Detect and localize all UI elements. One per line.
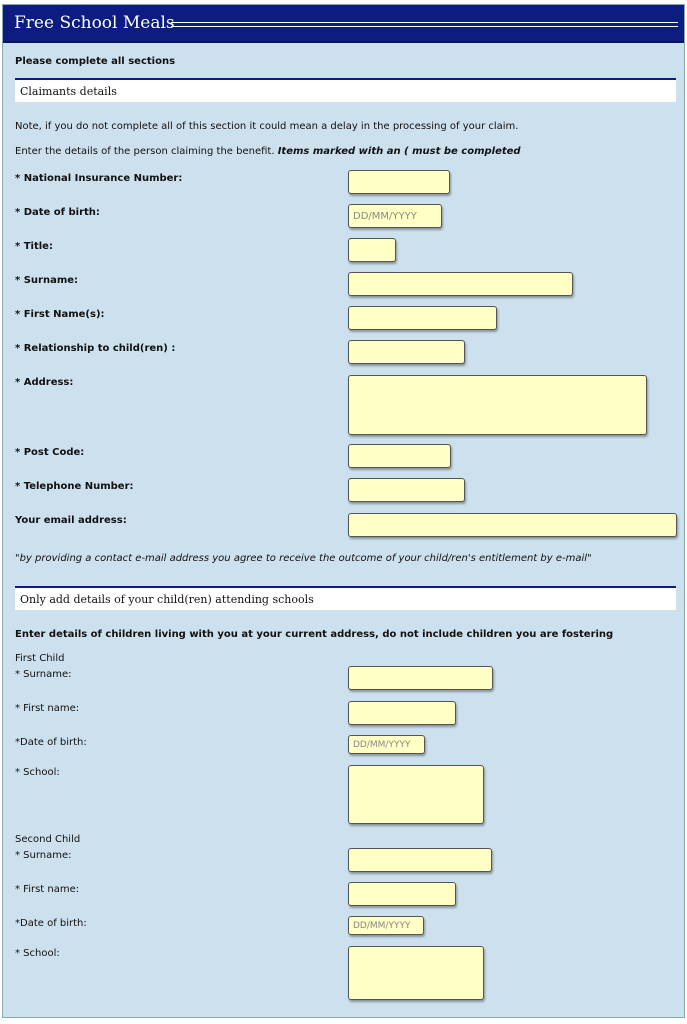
- first-child-school-input[interactable]: [348, 765, 484, 824]
- telephone-input[interactable]: [348, 478, 465, 502]
- children-section-header: Only add details of your child(ren) attending schools: [15, 586, 676, 610]
- firstname-input[interactable]: [348, 306, 497, 330]
- form-frame: [2, 4, 685, 1018]
- page-title: Free School Meals: [14, 13, 175, 33]
- first-child-surname-input[interactable]: [348, 666, 493, 690]
- dob-input[interactable]: DD/MM/YYYY: [348, 204, 442, 228]
- second-child-dob-input[interactable]: DD/MM/YYYY: [348, 916, 424, 935]
- instruction-emphasis: Items marked with an ( must be completed: [277, 146, 521, 157]
- first-child-school-label: * School:: [15, 767, 60, 778]
- claimant-instruction: [15, 146, 521, 157]
- title-input[interactable]: [348, 238, 396, 262]
- first-child-firstname-label: * First name:: [15, 703, 80, 714]
- email-note: "by providing a contact e-mail address you agree to receive the outcome of your child/ren's entitlement by e-mail": [15, 553, 592, 564]
- relationship-input[interactable]: [348, 340, 465, 364]
- second-child-surname-input[interactable]: [348, 848, 492, 872]
- second-child-school-input[interactable]: [348, 946, 484, 1000]
- first-child-heading: First Child: [15, 653, 65, 664]
- children-instruction: Enter details of children living with you at your current address, do not include children you are fostering: [15, 629, 614, 640]
- claimant-section-header: Claimants details: [15, 78, 676, 102]
- claimant-note: Note, if you do not complete all of this section it could mean a delay in the processing of your claim.: [15, 121, 519, 132]
- header-rule: [171, 22, 678, 27]
- page-header: [3, 5, 684, 43]
- email-input[interactable]: [348, 513, 677, 537]
- dob-label: * Date of birth:: [15, 207, 100, 218]
- intro-text: Please complete all sections: [15, 56, 176, 67]
- first-child-firstname-input[interactable]: [348, 701, 456, 725]
- address-textarea[interactable]: [348, 375, 647, 435]
- second-child-heading: Second Child: [15, 834, 81, 845]
- firstname-label: * First Name(s):: [15, 309, 105, 320]
- postcode-label: * Post Code:: [15, 447, 85, 458]
- telephone-label: * Telephone Number:: [15, 481, 134, 492]
- second-child-school-label: * School:: [15, 948, 60, 959]
- postcode-input[interactable]: [348, 444, 451, 468]
- surname-label: * Surname:: [15, 275, 79, 286]
- address-label: * Address:: [15, 377, 74, 388]
- ni-label: * National Insurance Number:: [15, 173, 183, 184]
- relationship-label: * Relationship to child(ren) :: [15, 343, 176, 354]
- second-child-firstname-label: * First name:: [15, 884, 80, 895]
- email-label: Your email address:: [15, 515, 127, 526]
- second-child-firstname-input[interactable]: [348, 882, 456, 906]
- surname-input[interactable]: [348, 272, 573, 296]
- first-child-surname-label: * Surname:: [15, 669, 72, 680]
- instruction-text: Enter the details of the person claiming the benefit.: [15, 146, 275, 157]
- first-child-dob-label: *Date of birth:: [15, 737, 87, 748]
- ni-input[interactable]: [348, 170, 450, 194]
- first-child-dob-input[interactable]: DD/MM/YYYY: [348, 735, 425, 754]
- title-label: * Title:: [15, 241, 53, 252]
- second-child-dob-label: *Date of birth:: [15, 918, 87, 929]
- second-child-surname-label: * Surname:: [15, 850, 72, 861]
